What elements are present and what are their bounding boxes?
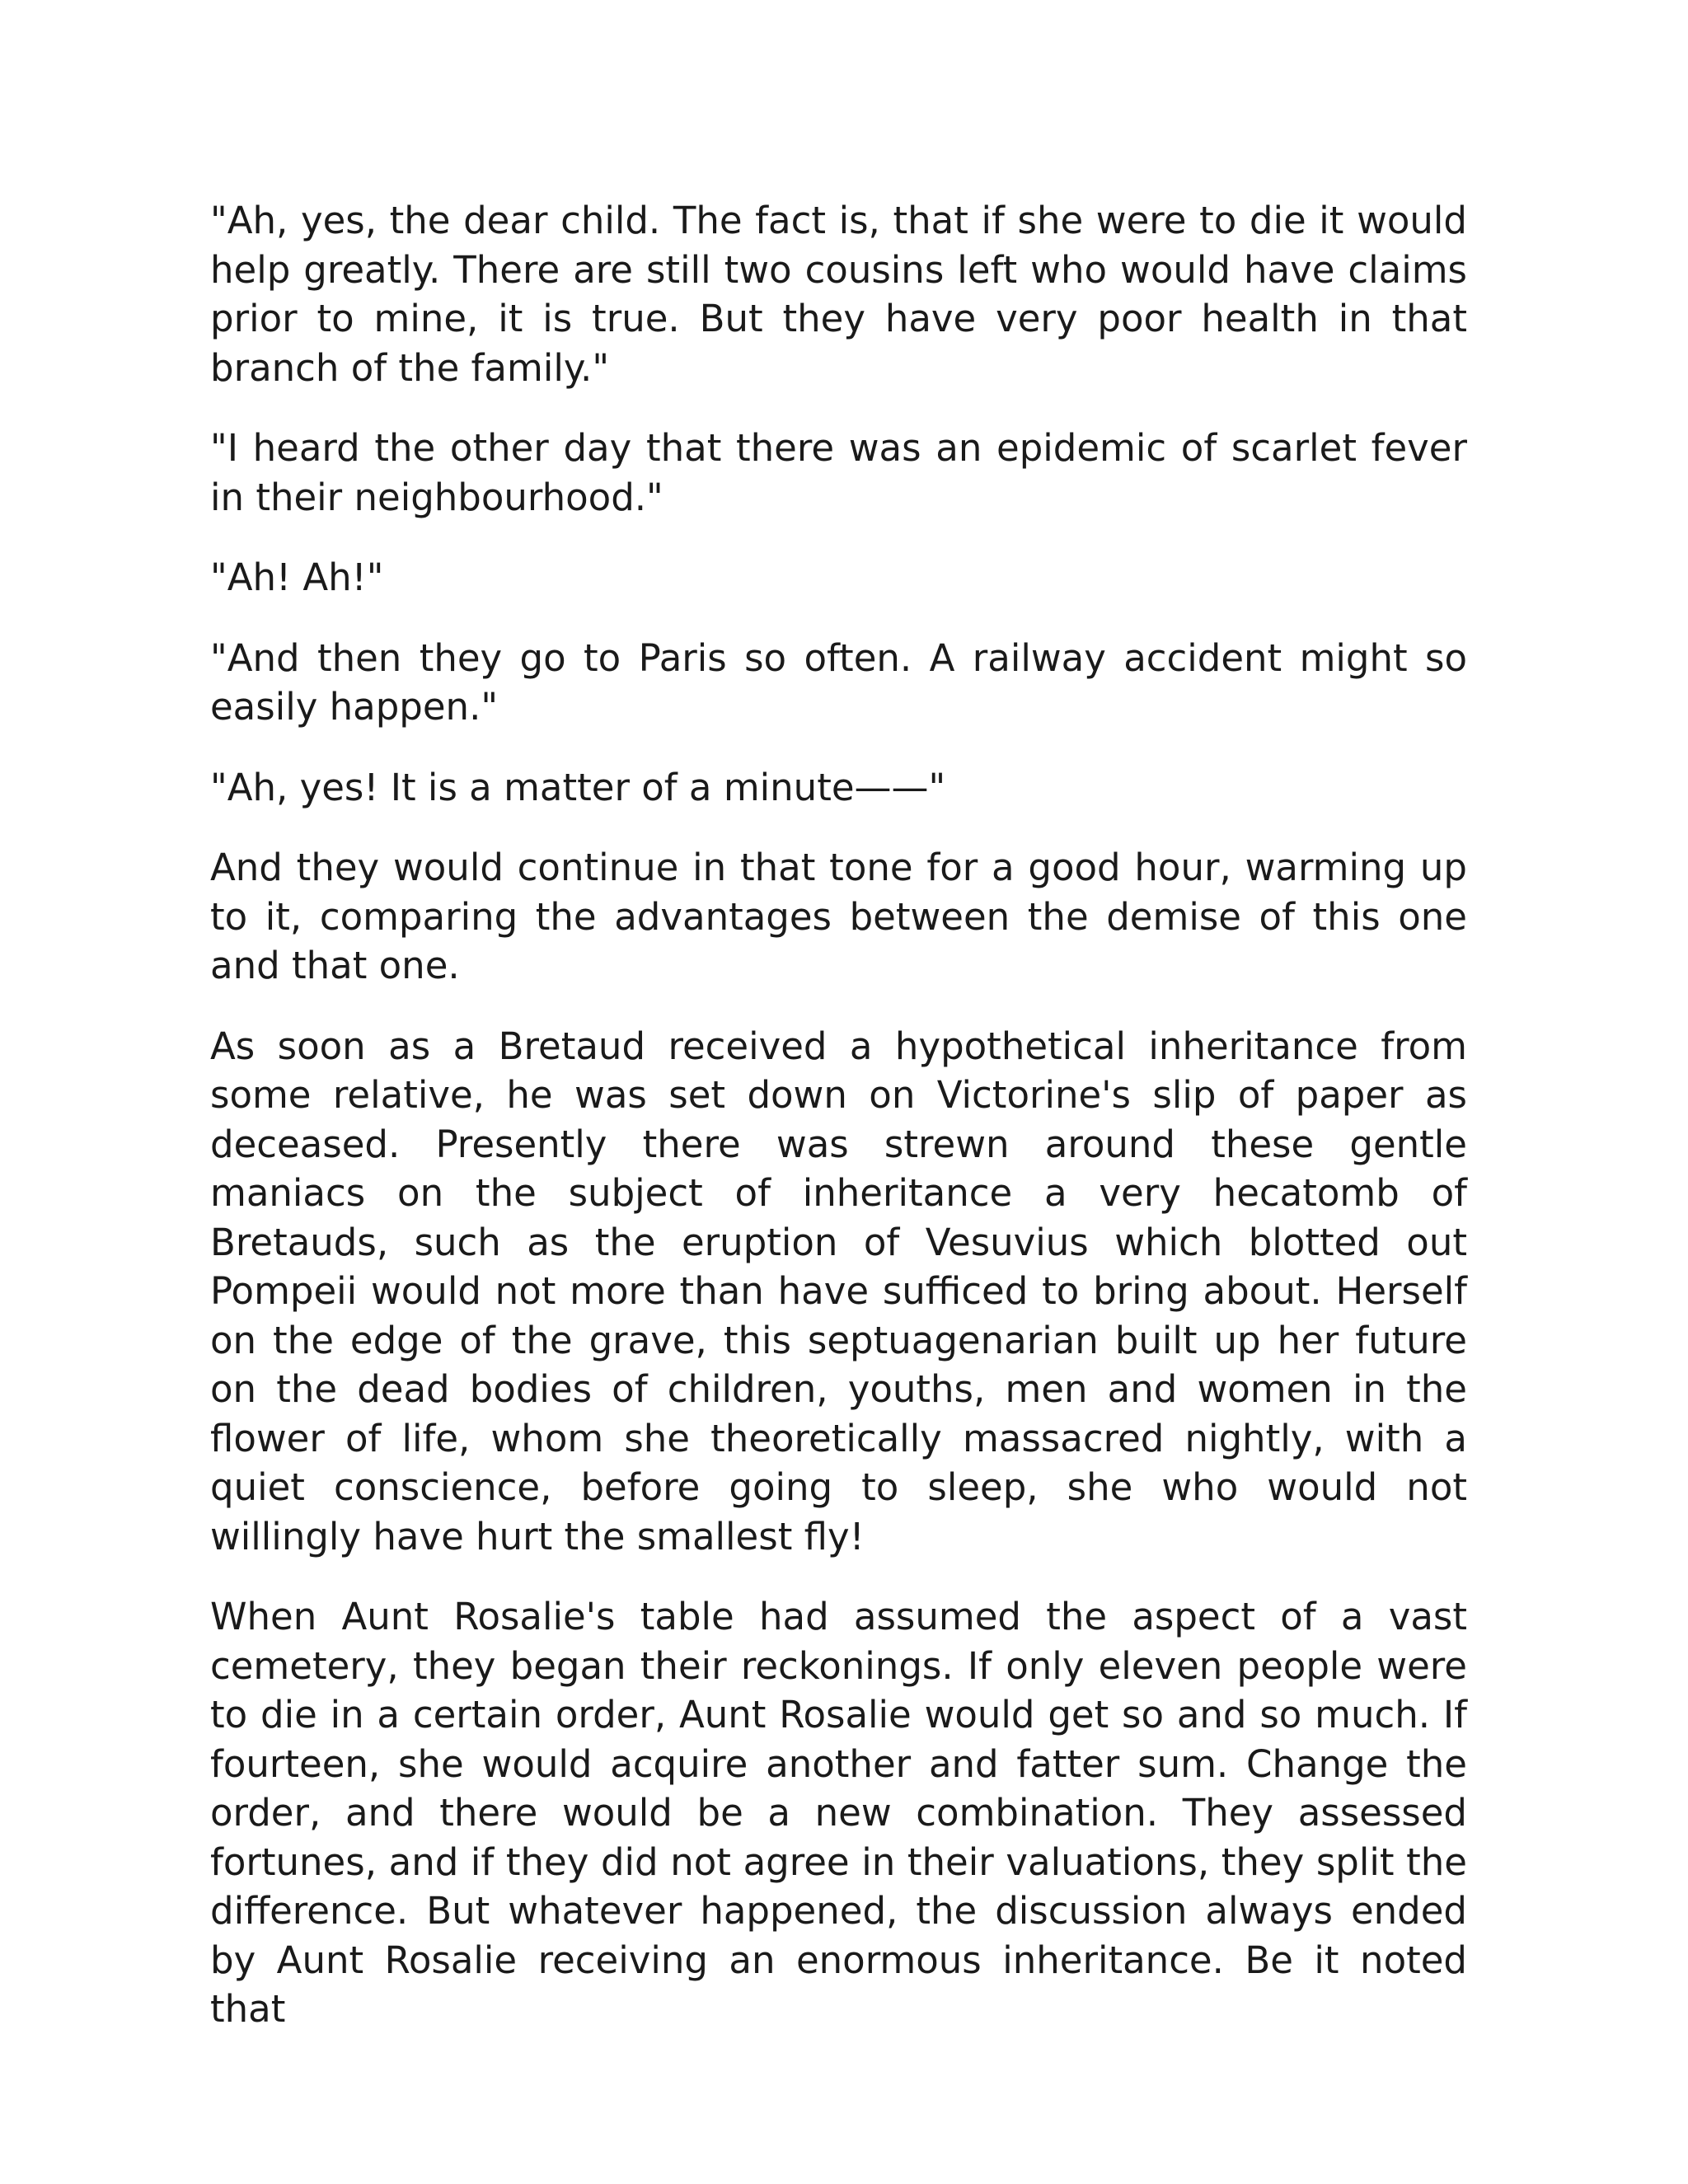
- paragraph-3: "Ah! Ah!": [210, 555, 384, 599]
- paragraph-7: As soon as a Bretaud received a hypothetical inheritance from some relative, he was set down on Victorine's slip of paper as deceased. Presently there was strewn around these gentle maniacs on the subject of inheritance a very hecatomb of Bretauds, such as the eruption of Vesuvius which blotted out Pompeii would not more than have sufficed to bring about. Herself on the edge of the grave, this septuagenarian built up her future on the dead bodies of children, youths, men and women in the flower of life, whom she theoretically massacred nightly, with a quiet conscience, before going to sleep, she who would not willingly have hurt the smallest fly!: [210, 1024, 1467, 1558]
- document-page: [210, 196, 1467, 2065]
- paragraph-2: "I heard the other day that there was an epidemic of scarlet fever in their neighbourhood.": [210, 426, 1467, 519]
- paragraph-4: "And then they go to Paris so often. A railway accident might so easily happen.": [210, 635, 1467, 729]
- paragraph-8: When Aunt Rosalie's table had assumed the aspect of a vast cemetery, they began their reckonings. If only eleven people were to die in a certain order, Aunt Rosalie would get so and so much. If fourteen, she would acquire another and fatter sum. Change the order, and there would be a new combination. They assessed fortunes, and if they did not agree in their valuations, they split the difference. But whatever happened, the discussion always ended by Aunt Rosalie receiving an enormous inheritance. Be it noted that: [210, 1595, 1467, 2031]
- paragraph-1: "Ah, yes, the dear child. The fact is, that if she were to die it would help greatly. There are still two cousins left who would have claims prior to mine, it is true. But they have very poor health in that branch of the family.": [210, 199, 1467, 390]
- paragraph-6: And they would continue in that tone for a good hour, warming up to it, comparing the advantages between the demise of this one and that one.: [210, 846, 1467, 987]
- paragraph-5: "Ah, yes! It is a matter of a minute——": [210, 765, 946, 809]
